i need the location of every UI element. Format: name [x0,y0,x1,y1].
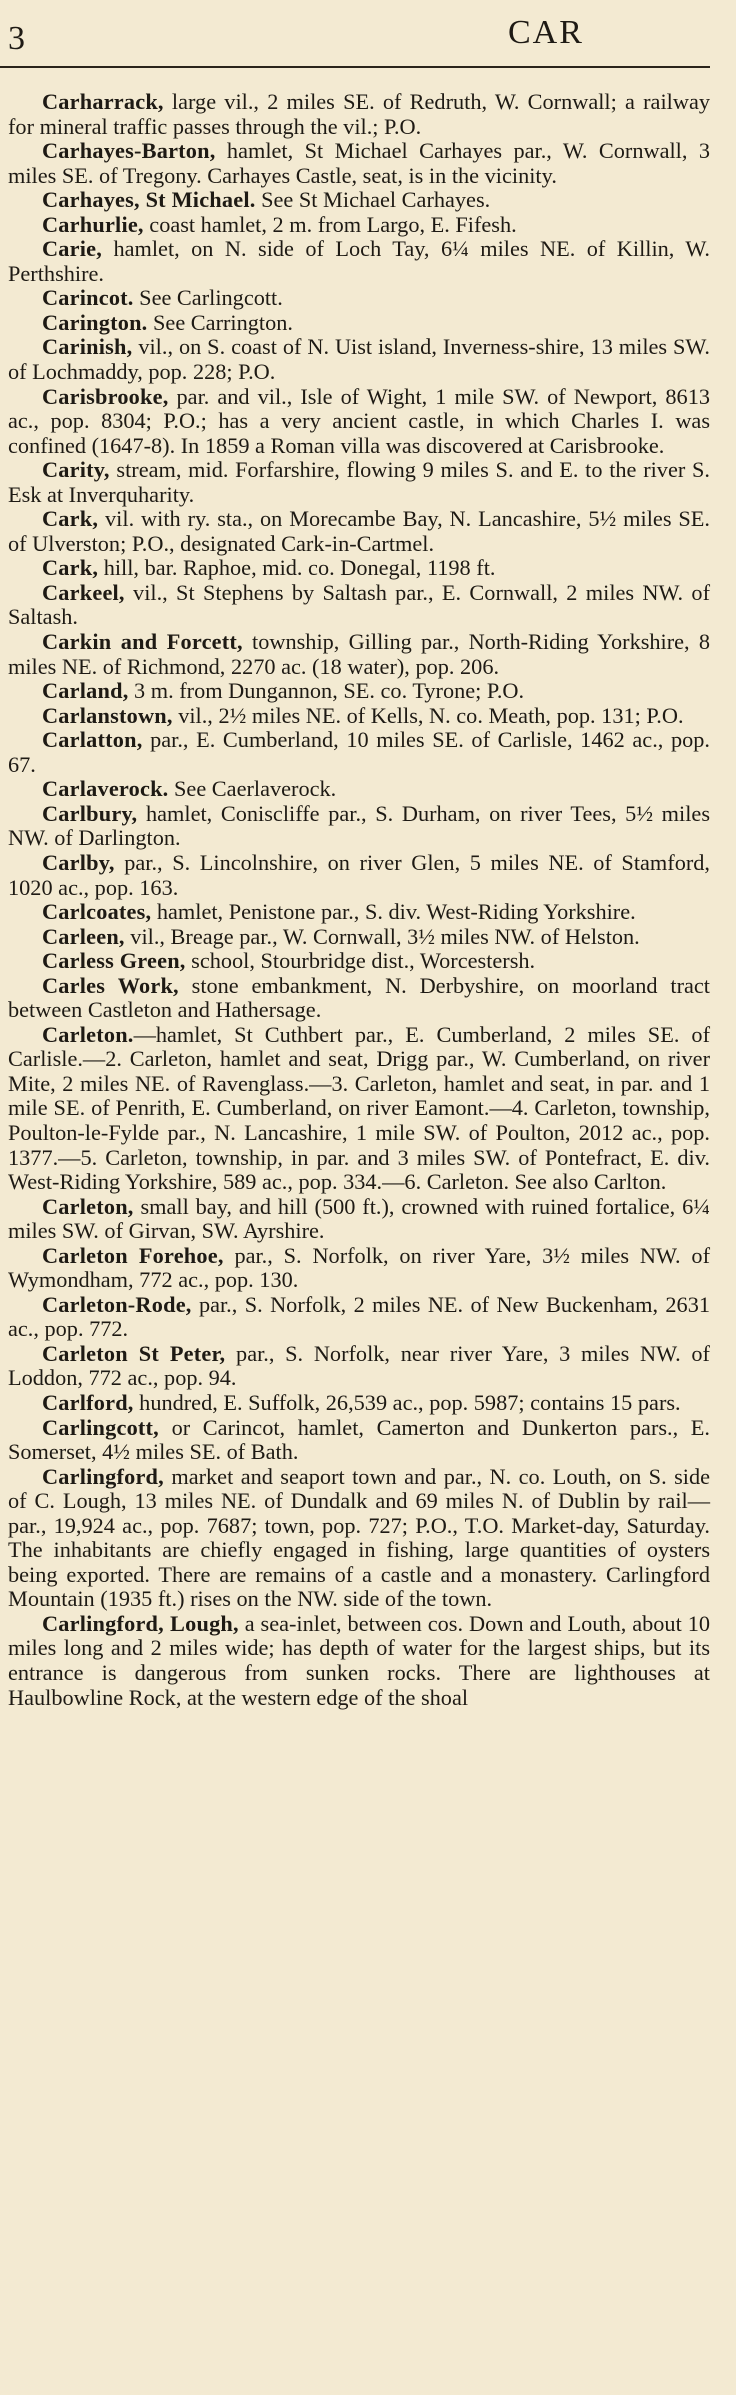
entry-headword: Carhayes, St Michael. [42,187,256,213]
entry-text: hamlet, Penistone par., S. div. West-Riding Yorkshire. [151,899,636,925]
entry [8,802,710,851]
entry [8,286,710,311]
entry-headword: Carland, [42,678,129,704]
entry [8,704,710,729]
entry-text: township, Gilling par., North-Riding Yorkshire, 8 miles NE. of Richmond, 2270 ac. (18 water), pop. 206. [8,629,710,679]
entry-headword: Carless Green, [42,948,186,974]
entry-headword: Carharrack, [42,89,164,114]
entry-headword: Carlingford, Lough, [42,1610,239,1636]
entry-text: a sea-inlet, between cos. Down and Louth, about 10 miles long and 2 miles wide; has depth of water for the largest ships, but its entrance is dangerous from sunken rocks. There are lighthouses at Haulbowline Rock, at the western edge of the shoal [8,1610,710,1710]
entry-headword: Carles Work, [42,972,179,998]
entry [8,213,710,238]
entry [8,237,710,286]
entry-headword: Carlcoates, [42,899,152,925]
entry-headword: Carlingcott, [42,1414,159,1440]
entry-headword: Carlby, [42,849,115,875]
entry [8,851,710,900]
entry-headword: Carleton, [42,1193,134,1219]
entry [8,1293,710,1342]
entry-text: par., S. Lincolnshire, on river Glen, 5 miles NE. of Stamford, 1020 ac., pop. 163. [8,849,710,900]
entry-text: par. and vil., Isle of Wight, 1 mile SW. of Newport, 8613 ac., pop. 8304; P.O.; has a very ancient castle, in which Charles I. was confined (1647-8). In 1859 a Roman villa was discovered at Carisbrooke. [8,383,710,458]
entry [8,1416,710,1465]
entry-headword: Carlbury, [42,800,138,826]
entry-headword: Carkin and Forcett, [42,629,243,655]
entry-text: stream, mid. Forfarshire, flowing 9 miles S. and E. to the river S. Esk at Inverquharity. [8,457,710,507]
entry [8,777,710,802]
entry-headword: Carhayes-Barton, [42,138,216,164]
entry [8,385,710,459]
entry [8,335,710,384]
entry-headword: Carleton. [42,1021,134,1047]
entry-text: par., S. Norfolk, on river Yare, 3½ miles NW. of Wymondham, 772 ac., pop. 130. [8,1242,710,1293]
entry-headword: Carlingford, [42,1463,164,1489]
entry-headword: Carington. [42,309,148,335]
entry-text: vil., on S. coast of N. Uist island, Inverness-shire, 13 miles SW. of Lochmaddy, pop. 228; P.O. [8,334,710,385]
entry [8,458,710,507]
entry [8,1342,710,1391]
entry-text: hundred, E. Suffolk, 26,539 ac., pop. 5987; contains 15 pars. [133,1389,681,1415]
entry [8,1023,710,1195]
entry-headword: Carleton St Peter, [42,1340,226,1366]
entry-text: hamlet, on N. side of Loch Tay, 6¼ miles NE. of Killin, W. Perthshire. [8,236,710,286]
entry [8,1244,710,1293]
entry-text: par., E. Cumberland, 10 miles SE. of Carlisle, 1462 ac., pop. 67. [8,727,710,777]
running-head: CAR [508,14,584,51]
entry [8,1391,710,1416]
gazetteer-entries [8,90,710,1710]
entry [8,974,710,1023]
entry [8,311,710,336]
entry-text: school, Stourbridge dist., Worcestersh. [185,948,536,974]
entry-text: hamlet, St Michael Carhayes par., W. Cornwall, 3 miles SE. of Tregony. Carhayes Castle, seat, is in the vicinity. [8,138,710,188]
entry [8,507,710,556]
entry-text: See Carrington. [147,309,293,335]
entry [8,1465,710,1612]
entry-headword: Cark, [42,555,99,581]
entry-text: par., S. Norfolk, near river Yare, 3 miles NW. of Loddon, 772 ac., pop. 94. [8,1340,710,1391]
page-header [8,0,714,58]
entry-text: coast hamlet, 2 m. from Largo, E. Fifesh. [143,211,517,237]
entry-headword: Carlford, [42,1389,134,1415]
entry-text: par., S. Norfolk, 2 miles NE. of New Buckenham, 2631 ac., pop. 772. [8,1291,710,1342]
entry-text: See Caerlaverock. [168,776,337,802]
entry-text: hill, bar. Raphoe, mid. co. Donegal, 1198 ft. [98,555,496,581]
entry-headword: Carlatton, [42,727,143,753]
entry [8,728,710,777]
entry-text: small bay, and hill (500 ft.), crowned with ruined fortalice, 6¼ miles SW. of Girvan, SW. Ayrshire. [8,1193,710,1244]
entry-headword: Carincot. [42,285,134,311]
entry-headword: Carinish, [42,334,133,360]
entry [8,581,710,630]
entry-headword: Carie, [42,236,103,262]
entry-text: or Carincot, hamlet, Camerton and Dunkerton pars., E. Somerset, 4½ miles SE. of Bath. [8,1414,710,1465]
entry [8,188,710,213]
entry [8,139,710,188]
entry-headword: Carlanstown, [42,702,173,728]
entry [8,556,710,581]
header-rule [0,66,710,68]
entry-headword: Carleen, [42,923,125,949]
entry-text: vil., St Stephens by Saltash par., E. Cornwall, 2 miles NW. of Saltash. [8,579,710,630]
entry-text: See St Michael Carhayes. [255,187,491,213]
entry-headword: Carisbrooke, [42,383,169,409]
entry [8,679,710,704]
entry-text: market and seaport town and par., N. co. Louth, on S. side of C. Lough, 13 miles NE. of Dundalk and 69 miles N. of Dublin by rail—par., 19,924 ac., pop. 7687; town, pop. 727; P.O., T.O. Market-day, Saturday. The inhabitants are chiefly engaged in fishing, large quantities of oysters being exported. There are remains of a castle and a monastery. Carlingford Mountain (1935 ft.) rises on the NW. side of the town. [8,1463,710,1612]
entry [8,1195,710,1244]
entry [8,900,710,925]
entry-text: —hamlet, St Cuthbert par., E. Cumberland, 2 miles SE. of Carlisle.—2. Carleton, hamlet and seat, Drigg par., W. Cumberland, on river Mite, 2 miles NE. of Ravenglass.—3. Carleton, hamlet and seat, in par. and 1 mile SE. of Penrith, E. Cumberland, on river Eamont.—4. Carleton, township, Poulton-le-Fylde par., N. Lancashire, 1 mile SW. of Poulton, 2012 ac., pop. 1377.—5. Carleton, township, in par. and 3 miles SW. of Pontefract, E. div. West-Riding Yorkshire, 589 ac., pop. 334.—6. Carleton. See also Carlton. [8,1021,710,1195]
entry-text: vil., 2½ miles NE. of Kells, N. co. Meath, pop. 131; P.O. [172,702,684,728]
entry-headword: Carkeel, [42,579,125,605]
entry-headword: Cark, [42,506,99,532]
entry-text: See Carlingcott. [133,285,283,311]
entry-headword: Carity, [42,457,110,483]
entry [8,949,710,974]
entry-headword: Carlaverock. [42,776,169,802]
entry [8,90,710,139]
entry-headword: Carleton Forehoe, [42,1242,224,1268]
page-number: 3 [8,20,25,57]
entry-text: vil. with ry. sta., on Morecambe Bay, N. Lancashire, 5½ miles SE. of Ulverston; P.O., designated Cark-in-Cartmel. [8,506,710,556]
entry [8,1612,710,1710]
entry [8,630,710,679]
entry-text: stone embankment, N. Derbyshire, on moorland tract between Castleton and Hathersage. [8,972,711,1023]
entry-headword: Carleton-Rode, [42,1291,192,1317]
entry-text: hamlet, Coniscliffe par., S. Durham, on river Tees, 5½ miles NW. of Darlington. [8,800,710,851]
entry-text: vil., Breage par., W. Cornwall, 3½ miles NW. of Helston. [124,923,640,949]
entry [8,925,710,950]
entry-text: 3 m. from Dungannon, SE. co. Tyrone; P.O. [128,678,525,704]
entry-headword: Carhurlie, [42,211,144,237]
entry-text: large vil., 2 miles SE. of Redruth, W. Cornwall; a railway for mineral traffic passes through the vil.; P.O. [8,89,710,139]
